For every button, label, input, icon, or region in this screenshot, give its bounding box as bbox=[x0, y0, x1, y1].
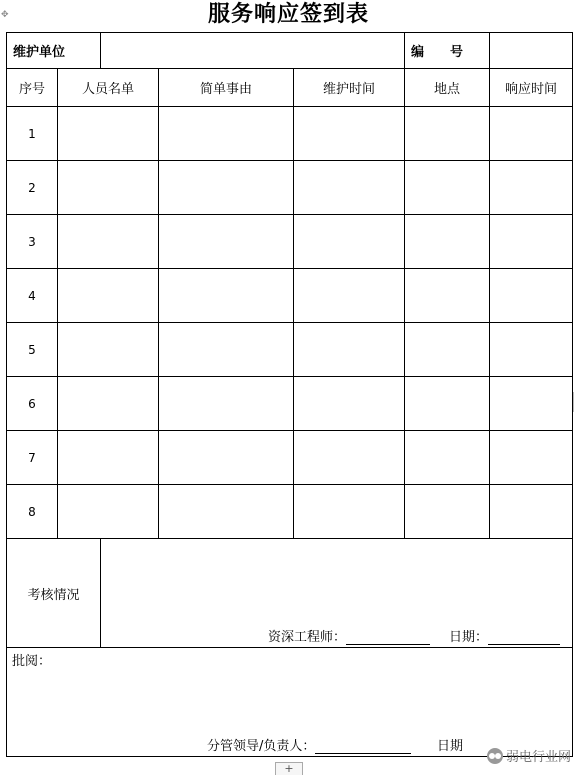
table-cell[interactable] bbox=[159, 377, 294, 431]
row-number: 4 bbox=[7, 269, 58, 323]
table-cell[interactable] bbox=[294, 377, 405, 431]
page-title: 服务响应签到表 bbox=[207, 1, 369, 27]
table-cell[interactable] bbox=[294, 431, 405, 485]
date-blank[interactable] bbox=[488, 630, 560, 645]
unit-label: 维护单位 bbox=[7, 33, 101, 69]
column-header-row bbox=[7, 69, 573, 107]
table-row bbox=[7, 269, 573, 323]
table-cell[interactable] bbox=[490, 323, 573, 377]
leader-signature bbox=[207, 735, 411, 754]
table-cell[interactable] bbox=[159, 269, 294, 323]
column-header: 响应时间 bbox=[490, 69, 573, 107]
table-cell[interactable] bbox=[294, 269, 405, 323]
table-cell[interactable] bbox=[490, 377, 573, 431]
review-area[interactable] bbox=[7, 648, 573, 757]
table-cell[interactable] bbox=[405, 485, 490, 539]
row-number: 7 bbox=[7, 431, 58, 485]
add-row-button[interactable]: + bbox=[275, 762, 303, 775]
table-cell[interactable] bbox=[490, 431, 573, 485]
table-cell[interactable] bbox=[294, 215, 405, 269]
table-cell[interactable] bbox=[58, 377, 159, 431]
table-cell[interactable] bbox=[159, 215, 294, 269]
assessment-label: 考核情况 bbox=[7, 539, 101, 648]
table-move-handle[interactable]: ✥ bbox=[1, 10, 9, 20]
row-number: 6 bbox=[7, 377, 58, 431]
table-cell[interactable] bbox=[159, 161, 294, 215]
assessment-date bbox=[449, 626, 560, 645]
table-cell[interactable] bbox=[490, 215, 573, 269]
engineer-signature bbox=[268, 626, 430, 645]
engineer-blank[interactable] bbox=[346, 630, 430, 645]
column-header: 地点 bbox=[405, 69, 490, 107]
table-row bbox=[7, 485, 573, 539]
table-cell[interactable] bbox=[58, 269, 159, 323]
column-header: 序号 bbox=[7, 69, 58, 107]
table-cell[interactable] bbox=[159, 485, 294, 539]
row-number: 1 bbox=[7, 107, 58, 161]
table-row bbox=[7, 323, 573, 377]
table-cell[interactable] bbox=[405, 161, 490, 215]
table-cell[interactable] bbox=[159, 107, 294, 161]
leader-blank[interactable] bbox=[315, 739, 411, 754]
sign-in-table bbox=[6, 32, 573, 757]
table-cell[interactable] bbox=[490, 161, 573, 215]
table-cell[interactable] bbox=[294, 107, 405, 161]
wechat-icon bbox=[487, 748, 503, 764]
table-cell[interactable] bbox=[405, 269, 490, 323]
review-label: 批阅： bbox=[12, 654, 52, 669]
table-cell[interactable] bbox=[405, 323, 490, 377]
table-cell[interactable] bbox=[405, 215, 490, 269]
header-row bbox=[7, 33, 573, 69]
table-row bbox=[7, 431, 573, 485]
unit-value-field[interactable] bbox=[101, 33, 405, 69]
watermark bbox=[487, 746, 571, 765]
number-label: 编 号 bbox=[405, 33, 490, 69]
review-date bbox=[437, 735, 463, 754]
table-cell[interactable] bbox=[405, 431, 490, 485]
table-cell[interactable] bbox=[58, 107, 159, 161]
column-header: 维护时间 bbox=[294, 69, 405, 107]
table-row bbox=[7, 161, 573, 215]
watermark-text: 弱电行业网 bbox=[505, 750, 571, 765]
resize-handle[interactable] bbox=[573, 392, 577, 412]
table-row bbox=[7, 107, 573, 161]
review-row bbox=[7, 648, 573, 757]
assessment-area[interactable] bbox=[101, 539, 573, 648]
leader-label: 分管领导/负责人： bbox=[207, 739, 316, 754]
row-number: 8 bbox=[7, 485, 58, 539]
assessment-row bbox=[7, 539, 573, 648]
date-label: 日期： bbox=[449, 630, 489, 645]
row-number: 2 bbox=[7, 161, 58, 215]
table-cell[interactable] bbox=[58, 215, 159, 269]
table-cell[interactable] bbox=[58, 323, 159, 377]
table-cell[interactable] bbox=[294, 161, 405, 215]
engineer-label: 资深工程师： bbox=[268, 630, 347, 645]
row-number: 5 bbox=[7, 323, 58, 377]
table-cell[interactable] bbox=[490, 485, 573, 539]
table-cell[interactable] bbox=[490, 269, 573, 323]
table-cell[interactable] bbox=[159, 323, 294, 377]
table-cell[interactable] bbox=[405, 107, 490, 161]
table-cell[interactable] bbox=[294, 485, 405, 539]
table-cell[interactable] bbox=[58, 431, 159, 485]
column-header: 简单事由 bbox=[159, 69, 294, 107]
table-cell[interactable] bbox=[405, 377, 490, 431]
row-number: 3 bbox=[7, 215, 58, 269]
number-value-field[interactable] bbox=[490, 33, 573, 69]
review-date-label: 日期 bbox=[437, 739, 464, 754]
table-cell[interactable] bbox=[58, 485, 159, 539]
table-cell[interactable] bbox=[58, 161, 159, 215]
table-cell[interactable] bbox=[159, 431, 294, 485]
column-header: 人员名单 bbox=[58, 69, 159, 107]
table-row bbox=[7, 215, 573, 269]
table-row bbox=[7, 377, 573, 431]
table-cell[interactable] bbox=[490, 107, 573, 161]
table-cell[interactable] bbox=[294, 323, 405, 377]
